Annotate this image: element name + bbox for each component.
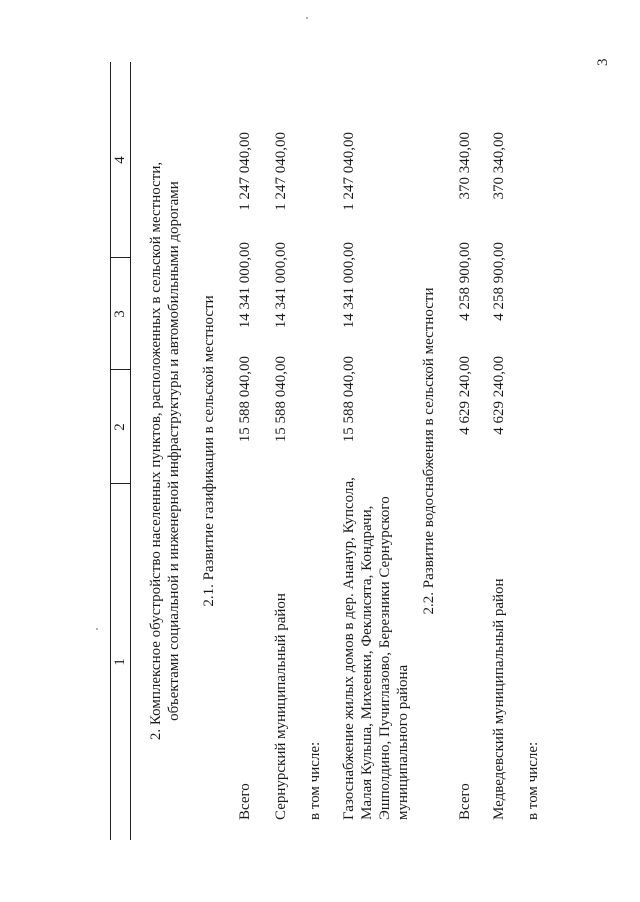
column-header-3: 3 bbox=[112, 310, 128, 318]
header-bottom-rule bbox=[130, 62, 131, 840]
cell-col3: 4 258 900,00 bbox=[491, 242, 507, 321]
row-label-district: Медведевский муниципальный район bbox=[491, 578, 507, 820]
row-label-gas-supply-line-4: муниципального района bbox=[395, 664, 411, 820]
row-label-gas-supply-line-1: Газоснабжение жилых домов в дер. Ананур, Купсола, bbox=[341, 477, 357, 820]
cell-col4: 1 247 040,00 bbox=[273, 132, 289, 211]
row-label-gas-supply-line-3: Эшполдино, Пучиглазово, Березники Сернурского bbox=[377, 496, 393, 820]
cell-col2: 15 588 040,00 bbox=[341, 356, 357, 443]
section-title-line-1: 2. Комплексное обустройство населенных пунктов, расположенных в сельской местности, bbox=[148, 161, 164, 741]
row-label-total: Всего bbox=[457, 783, 473, 820]
cell-col3: 14 341 000,00 bbox=[273, 242, 289, 329]
section-title-line-2: объектами социальной и инженерной инфраструктуры и автомобильными дорогами bbox=[166, 181, 182, 721]
column-header-2: 2 bbox=[112, 423, 128, 431]
cell-col3: 4 258 900,00 bbox=[457, 242, 473, 321]
cell-col2: 4 629 240,00 bbox=[491, 356, 507, 435]
row-label-total: Всего bbox=[237, 783, 253, 820]
cell-col4: 1 247 040,00 bbox=[237, 132, 253, 211]
cell-col3: 14 341 000,00 bbox=[237, 242, 253, 329]
row-label-gas-supply-line-2: Малая Кульша, Михеенки, Феклисята, Кондрачи, bbox=[359, 505, 375, 820]
cell-col2: 15 588 040,00 bbox=[237, 356, 253, 443]
column-header-1: 1 bbox=[112, 658, 128, 666]
cell-col4: 1 247 040,00 bbox=[341, 132, 357, 211]
page-number: 3 bbox=[595, 58, 611, 66]
cell-col2: 4 629 240,00 bbox=[457, 356, 473, 435]
cell-col3: 14 341 000,00 bbox=[341, 242, 357, 329]
subsection-title-gas: 2.1. Развитие газификации в сельской местности bbox=[201, 295, 217, 607]
row-label-including: в том числе: bbox=[307, 741, 323, 820]
column-header-4: 4 bbox=[112, 156, 128, 164]
cell-col4: 370 340,00 bbox=[491, 132, 507, 200]
cell-col2: 15 588 040,00 bbox=[273, 356, 289, 443]
cell-col4: 370 340,00 bbox=[457, 132, 473, 200]
row-label-district: Сернурский муниципальный район bbox=[273, 593, 289, 820]
subsection-title-water: 2.2. Развитие водоснабжения в сельской местности bbox=[421, 287, 437, 615]
row-label-including: в том числе: bbox=[525, 741, 541, 820]
